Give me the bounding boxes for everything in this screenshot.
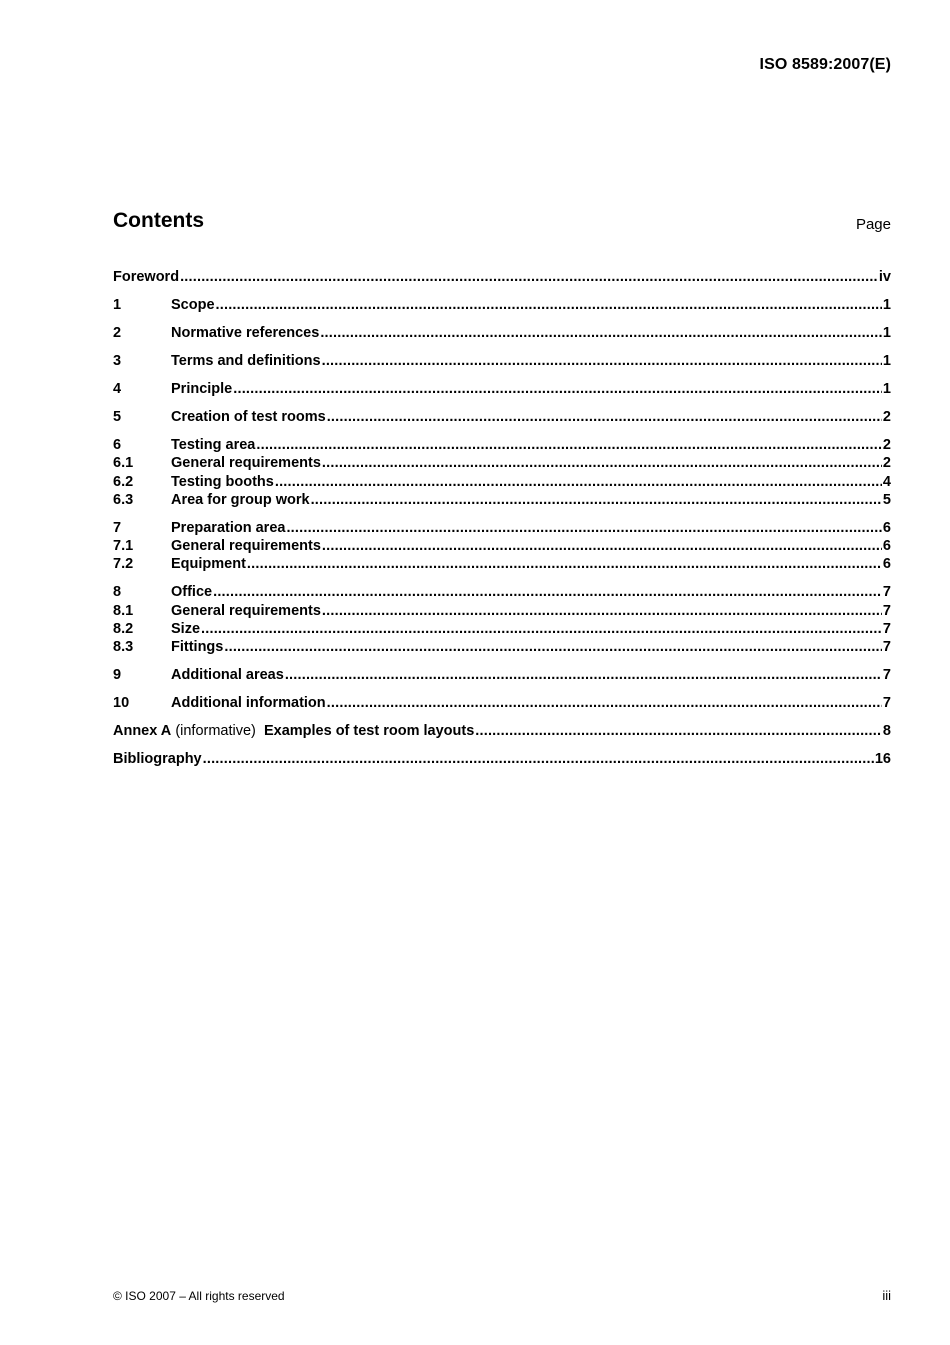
toc-title: General requirements (171, 455, 321, 472)
toc-title: Testing booths (171, 473, 274, 490)
toc-page: 6 (882, 556, 891, 573)
page-column-label: Page (855, 216, 891, 233)
toc-entry[interactable] (113, 666, 891, 684)
toc-title: General requirements (171, 538, 321, 555)
toc-page: 1 (882, 296, 891, 313)
copyright-notice: © ISO 2007 – All rights reserved (113, 1289, 285, 1303)
toc-title: Office (171, 584, 213, 601)
toc-page: 2 (882, 436, 891, 453)
toc-page: 7 (882, 695, 891, 712)
toc-entry-annex-a[interactable] (113, 722, 891, 740)
toc-page: 7 (882, 584, 891, 601)
toc-number: 6.3 (113, 491, 134, 508)
dot-leader (233, 380, 882, 398)
toc-number: 7.2 (113, 556, 134, 573)
toc-page: 2 (882, 408, 891, 425)
toc-number: 10 (113, 695, 130, 712)
dot-leader (216, 296, 882, 314)
dot-leader (180, 268, 878, 286)
toc-entry[interactable] (113, 324, 891, 342)
toc-number: 8.1 (113, 602, 134, 619)
toc-page: 7 (882, 620, 891, 637)
toc-title: Creation of test rooms (171, 408, 326, 425)
toc-entry[interactable] (113, 583, 891, 601)
toc-page: 5 (882, 491, 891, 508)
annex-label: Annex A (113, 723, 172, 740)
toc-entry[interactable] (113, 380, 891, 398)
toc-page: 6 (882, 538, 891, 555)
toc-number: 5 (113, 408, 122, 425)
toc-title: Additional areas (171, 667, 284, 684)
dot-leader (203, 750, 874, 768)
toc-number: 8.3 (113, 639, 134, 656)
toc-entry[interactable] (113, 491, 891, 509)
contents-heading: Contents (113, 209, 204, 232)
toc-entry[interactable] (113, 537, 891, 555)
toc-entry-bibliography[interactable] (113, 750, 891, 768)
dot-leader (322, 454, 882, 472)
dot-leader (322, 602, 882, 620)
dot-leader (247, 555, 882, 573)
toc-title: Fittings (171, 639, 224, 656)
toc-number: 2 (113, 324, 122, 341)
document-id: ISO 8589:2007(E) (759, 56, 891, 73)
toc-page: iv (878, 269, 891, 285)
toc-page: 16 (874, 751, 891, 768)
toc-page: 8 (882, 723, 891, 740)
toc-page: 7 (882, 639, 891, 656)
toc-entry[interactable] (113, 473, 891, 491)
dot-leader (275, 473, 882, 491)
dot-leader (322, 352, 882, 370)
toc-page: 1 (882, 380, 891, 397)
dot-leader (475, 722, 882, 740)
dot-leader (201, 620, 882, 638)
toc-page: 7 (882, 667, 891, 684)
toc-number: 1 (113, 296, 122, 313)
toc-number: 7.1 (113, 538, 134, 555)
toc-entry-foreword[interactable] (113, 268, 891, 286)
page-number: iii (882, 1288, 891, 1303)
dot-leader (213, 583, 882, 601)
toc-entry[interactable] (113, 694, 891, 712)
toc-title: Equipment (171, 556, 246, 573)
dot-leader (327, 408, 882, 426)
toc-number: 6.2 (113, 473, 134, 490)
dot-leader (256, 436, 882, 454)
toc-title: Terms and definitions (171, 352, 321, 369)
toc-title: Preparation area (171, 519, 286, 536)
table-of-contents (113, 268, 891, 768)
toc-entry[interactable] (113, 638, 891, 656)
toc-title: Size (171, 620, 201, 637)
toc-number: 7 (113, 519, 122, 536)
toc-title (113, 722, 474, 740)
toc-title: Scope (171, 296, 215, 313)
toc-title: Principle (171, 380, 233, 397)
annex-note: (informative) (175, 723, 256, 740)
dot-leader (327, 694, 882, 712)
toc-entry[interactable] (113, 352, 891, 370)
toc-entry[interactable] (113, 602, 891, 620)
toc-number: 3 (113, 352, 122, 369)
toc-entry[interactable] (113, 620, 891, 638)
toc-number: 8.2 (113, 620, 134, 637)
toc-entry[interactable] (113, 454, 891, 472)
toc-entry[interactable] (113, 519, 891, 537)
toc-page: 2 (882, 455, 891, 472)
toc-entry[interactable] (113, 408, 891, 426)
toc-title: Foreword (113, 269, 180, 285)
toc-number: 4 (113, 380, 122, 397)
toc-page: 4 (882, 473, 891, 490)
dot-leader (224, 638, 882, 656)
toc-entry[interactable] (113, 296, 891, 314)
dot-leader (311, 491, 882, 509)
toc-number: 9 (113, 667, 122, 684)
toc-page: 7 (882, 602, 891, 619)
toc-number: 8 (113, 584, 122, 601)
toc-title: Normative references (171, 324, 320, 341)
toc-page: 1 (882, 352, 891, 369)
toc-title: General requirements (171, 602, 321, 619)
dot-leader (320, 324, 882, 342)
toc-entry[interactable] (113, 555, 891, 573)
toc-number: 6 (113, 436, 122, 453)
toc-page: 6 (882, 519, 891, 536)
toc-entry[interactable] (113, 436, 891, 454)
toc-page: 1 (882, 324, 891, 341)
toc-title: Testing area (171, 436, 256, 453)
dot-leader (285, 666, 882, 684)
annex-title: Examples of test room layouts (263, 723, 475, 740)
dot-leader (286, 519, 881, 537)
toc-title: Additional information (171, 695, 326, 712)
toc-title: Bibliography (113, 751, 202, 768)
dot-leader (322, 537, 882, 555)
toc-title: Area for group work (171, 491, 310, 508)
toc-number: 6.1 (113, 455, 134, 472)
